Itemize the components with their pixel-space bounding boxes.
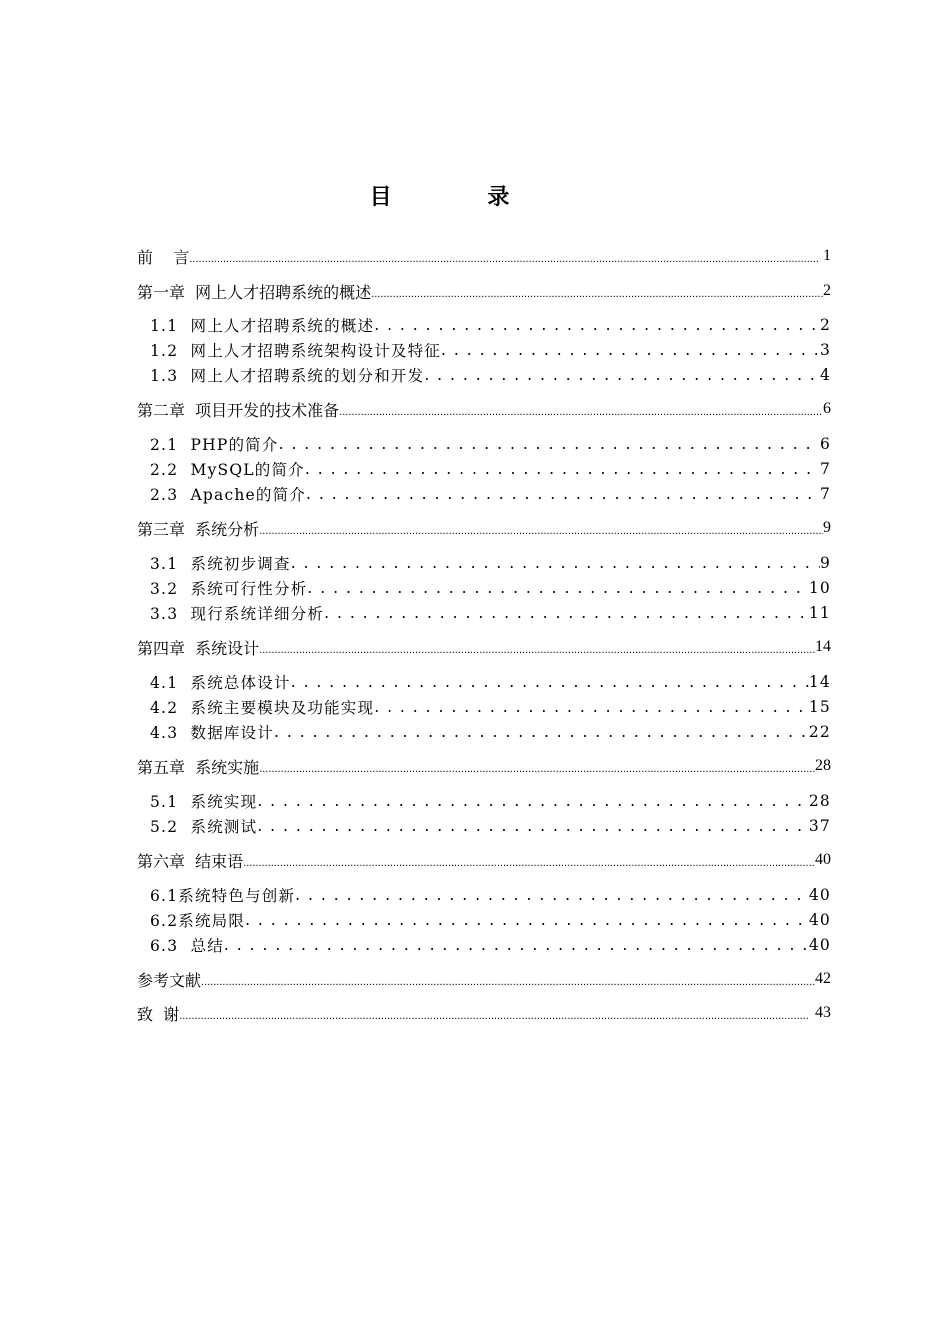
toc-section-entry[interactable] (0, 814, 950, 838)
toc-entry-label: 2.2 MySQL的简介 (150, 461, 305, 479)
toc-section-entry[interactable] (0, 933, 950, 957)
toc-chapter-entry[interactable] (0, 244, 950, 268)
toc-chapter-entry[interactable] (0, 967, 950, 991)
toc-dot-leader (291, 554, 820, 572)
toc-chapter-entry[interactable] (0, 848, 950, 872)
toc-section-entry[interactable] (0, 338, 950, 362)
toc-entry-label: 1.1 网上人才招聘系统的概述 (150, 317, 375, 335)
toc-page-number: 4 (819, 366, 831, 384)
toc-section-entry[interactable] (0, 695, 950, 719)
toc-page-number: 3 (819, 341, 831, 359)
toc-entry-label: 5.2 系统测试 (150, 818, 258, 836)
toc-section-entry[interactable] (0, 720, 950, 744)
toc-entry-label: 6.1系统特色与创新 (150, 887, 296, 905)
toc-title: 目 录 (369, 184, 554, 210)
toc-dot-leader (259, 519, 823, 538)
toc-section-entry[interactable] (0, 789, 950, 813)
toc-dot-leader (189, 247, 823, 266)
toc-dot-leader (179, 1004, 815, 1023)
toc-page-number: 2 (819, 316, 831, 334)
toc-entry-label: 3.3 现行系统详细分析 (150, 605, 325, 623)
toc-dot-leader (324, 604, 809, 622)
toc-page-number: 7 (819, 460, 831, 478)
toc-chapter-entry[interactable] (0, 1001, 950, 1025)
toc-page-number: 40 (808, 911, 831, 929)
toc-dot-leader (243, 851, 815, 870)
toc-chapter-entry[interactable] (0, 754, 950, 778)
toc-dot-leader (291, 673, 809, 691)
toc-dot-leader (424, 366, 820, 384)
toc-dot-leader (306, 485, 820, 503)
toc-entry-label: 4.1 系统总体设计 (150, 674, 291, 692)
toc-page-number: 11 (808, 604, 831, 622)
toc-entry-label: 参考文献 (137, 970, 202, 990)
toc-page-number: 22 (808, 723, 831, 741)
toc-entry-label: 第四章 系统设计 (137, 638, 260, 658)
toc-dot-leader (371, 282, 823, 301)
toc-dot-leader (305, 460, 820, 478)
toc-page-number: 6 (823, 400, 831, 417)
toc-section-entry[interactable] (0, 576, 950, 600)
toc-page-number: 9 (823, 519, 831, 536)
toc-entry-label: 2.1 PHP的简介 (150, 436, 279, 454)
toc-entry-label: 致 谢 (137, 1004, 180, 1024)
toc-page-number: 2 (823, 282, 831, 299)
toc-entry-label: 5.1 系统实现 (150, 793, 258, 811)
toc-dot-leader (374, 698, 809, 716)
toc-section-entry[interactable] (0, 482, 950, 506)
toc-chapter-entry[interactable] (0, 516, 950, 540)
toc-page-number: 14 (808, 673, 831, 691)
toc-entry-label: 6.3 总结 (150, 937, 224, 955)
toc-page-number: 1 (823, 247, 831, 264)
toc-dot-leader (245, 911, 809, 929)
toc-section-entry[interactable] (0, 313, 950, 337)
toc-dot-leader (201, 970, 815, 989)
toc-page-number: 40 (815, 851, 831, 868)
toc-page-number: 9 (819, 554, 831, 572)
toc-dot-leader (224, 936, 809, 954)
toc-page-number: 42 (815, 970, 831, 987)
toc-entry-label: 第二章 项目开发的技术准备 (137, 400, 340, 420)
toc-section-entry[interactable] (0, 457, 950, 481)
toc-dot-leader (295, 886, 809, 904)
toc-page-number: 15 (808, 698, 831, 716)
toc-dot-leader (339, 400, 823, 419)
toc-section-entry[interactable] (0, 908, 950, 932)
toc-chapter-entry[interactable] (0, 279, 950, 303)
toc-entry-label: 4.2 系统主要模块及功能实现 (150, 699, 375, 717)
toc-section-entry[interactable] (0, 883, 950, 907)
toc-dot-leader (279, 435, 820, 453)
toc-entry-label: 第六章 结束语 (137, 851, 244, 871)
toc-entry-label: 3.2 系统可行性分析 (150, 580, 308, 598)
toc-dot-leader (259, 638, 815, 657)
toc-page-number: 28 (815, 757, 831, 774)
toc-page-number: 14 (815, 638, 831, 655)
toc-chapter-entry[interactable] (0, 635, 950, 659)
toc-page-number: 40 (808, 936, 831, 954)
toc-entry-label: 1.3 网上人才招聘系统的划分和开发 (150, 367, 425, 385)
toc-dot-leader (374, 316, 820, 334)
toc-page-number: 10 (808, 579, 831, 597)
toc-page-number: 43 (815, 1004, 831, 1021)
toc-entry-label: 4.3 数据库设计 (150, 724, 275, 742)
toc-page-number: 37 (808, 817, 831, 835)
toc-entry-label: 3.1 系统初步调查 (150, 555, 291, 573)
toc-page-number: 28 (808, 792, 831, 810)
toc-entry-label: 第一章 网上人才招聘系统的概述 (137, 282, 372, 302)
toc-section-entry[interactable] (0, 363, 950, 387)
toc-section-entry[interactable] (0, 670, 950, 694)
toc-entry-label: 2.3 Apache的简介 (150, 486, 306, 504)
toc-page-number: 40 (808, 886, 831, 904)
toc-entry-label: 1.2 网上人才招聘系统架构设计及特征 (150, 342, 442, 360)
toc-entry-label: 第五章 系统实施 (137, 757, 260, 777)
toc-section-entry[interactable] (0, 601, 950, 625)
toc-dot-leader (259, 757, 815, 776)
toc-page-number: 6 (819, 435, 831, 453)
toc-entry-label: 第三章 系统分析 (137, 519, 260, 539)
toc-section-entry[interactable] (0, 432, 950, 456)
toc-dot-leader (257, 817, 809, 835)
toc-dot-leader (307, 579, 808, 597)
toc-dot-leader (257, 792, 809, 810)
toc-section-entry[interactable] (0, 551, 950, 575)
toc-chapter-entry[interactable] (0, 397, 950, 421)
toc-page-number: 7 (819, 485, 831, 503)
toc-dot-leader (274, 723, 809, 741)
toc-dot-leader (441, 341, 820, 359)
toc-entry-label: 前 言 (137, 247, 190, 267)
toc-entry-label: 6.2系统局限 (150, 912, 246, 930)
